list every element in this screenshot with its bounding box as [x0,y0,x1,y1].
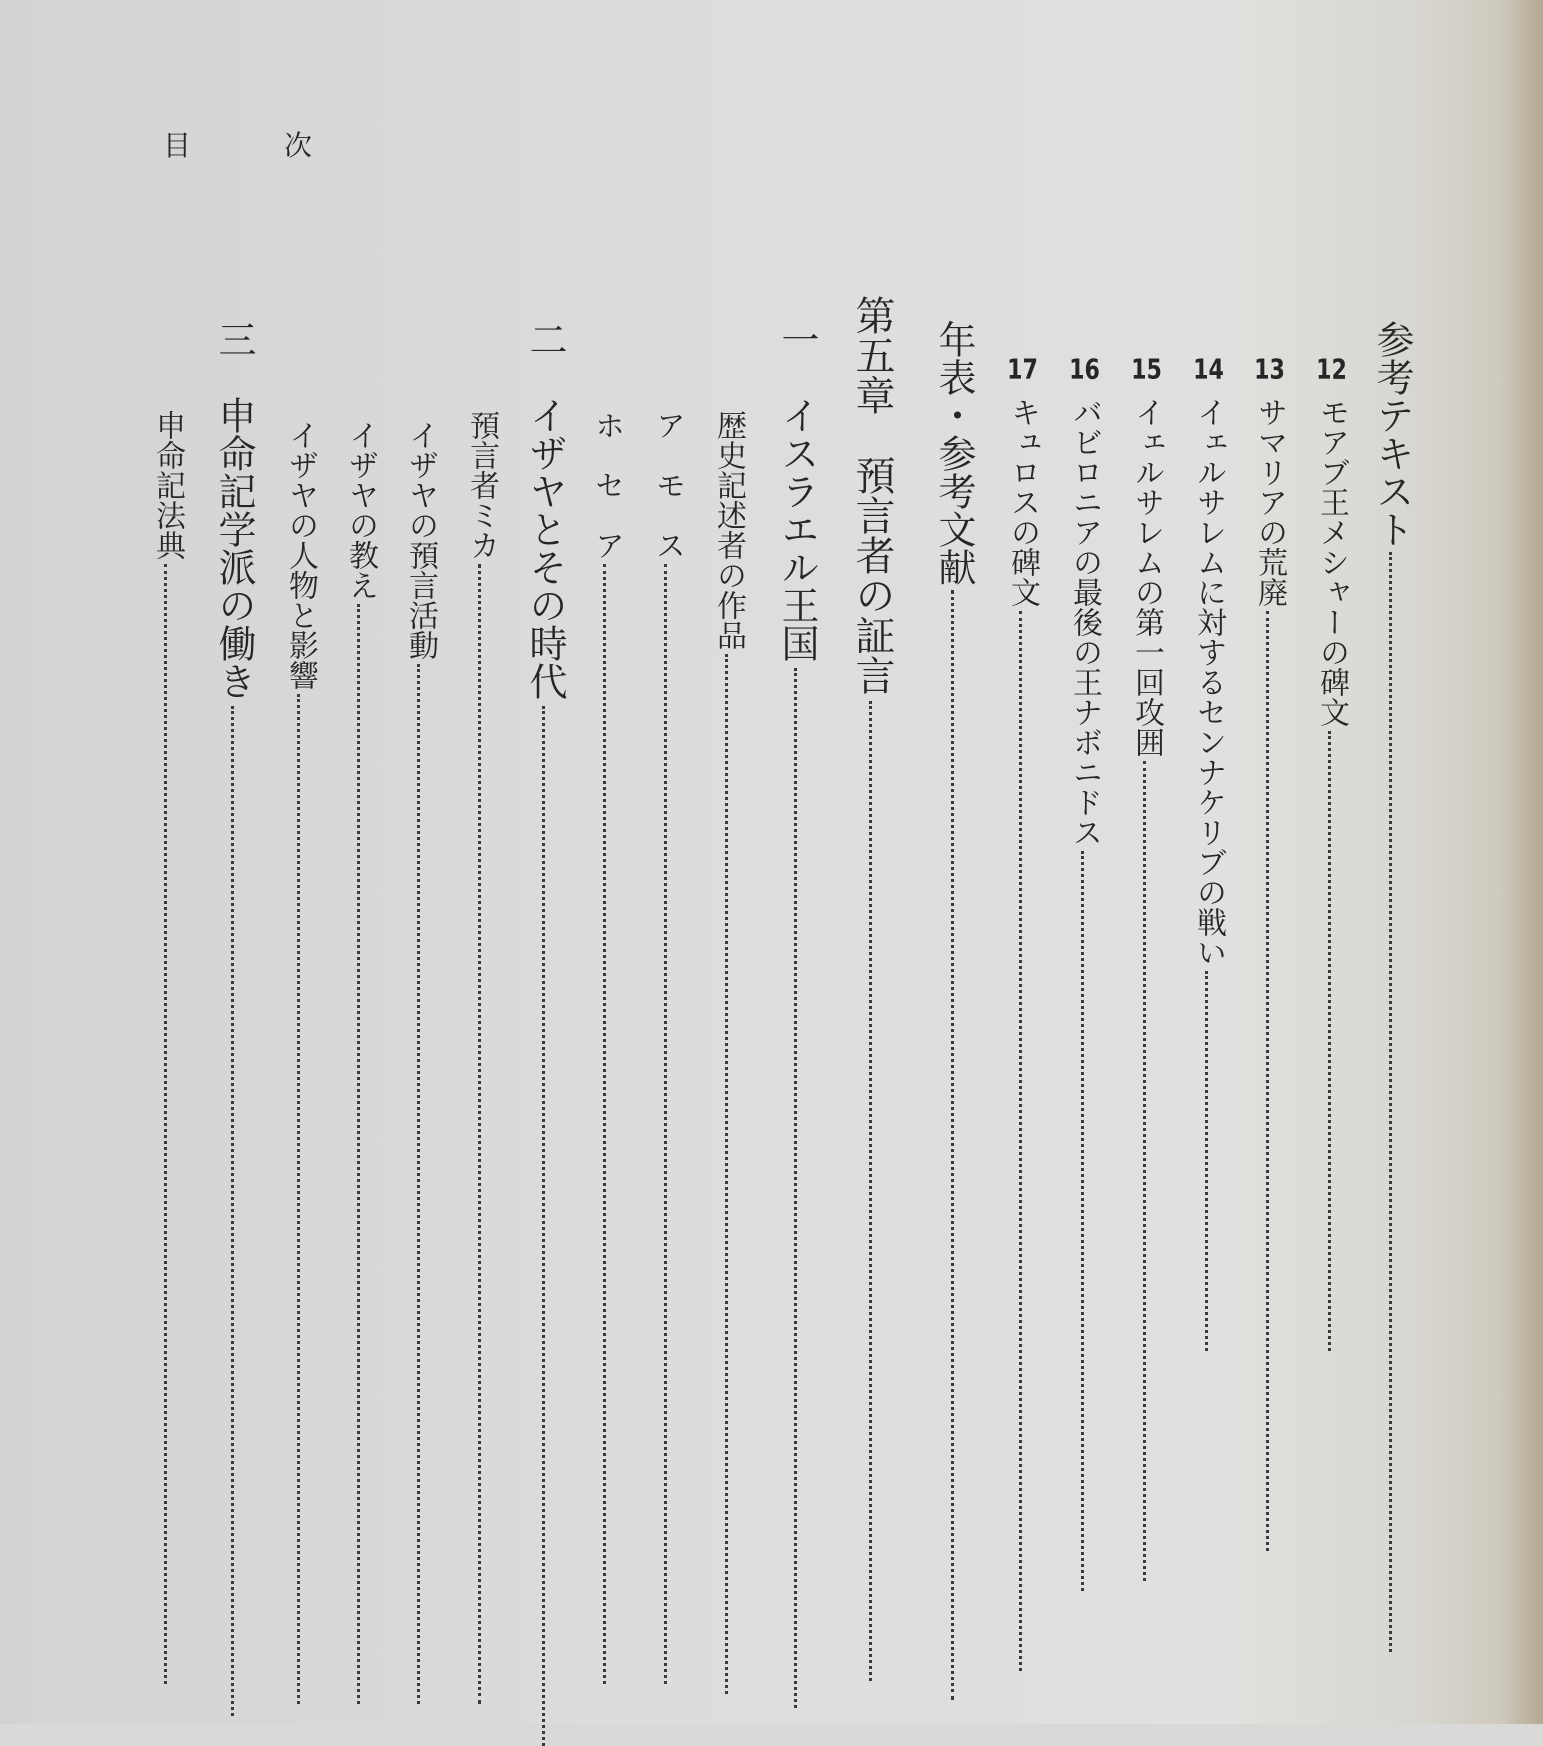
subsection-title: イザヤの教え [343,420,378,600]
entry-label: キュロスの碑文 [1005,397,1040,607]
subsection-title: 預言者ミカ [464,410,499,560]
entry-label: サマリアの荒廃 [1252,397,1287,607]
entry-label: モアブ王メシャーの碑文 [1314,397,1349,727]
entry-number: 12 [1316,355,1347,383]
toc-subsection-hosea [589,410,624,1724]
subsection-title: 申命記法典 [150,410,185,560]
leader-dots [1328,731,1335,1351]
toc-subsection-amos [650,410,685,1724]
toc-section-1 [775,320,819,1724]
toc-subsection-isaiah-person [283,420,318,1724]
subsection-title: 歴史記述者の作品 [711,410,746,650]
leader-dots [725,654,732,1694]
section-title: 一 イスラエル王国 [775,320,819,662]
page-gutter-shade [1501,0,1543,1724]
leader-dots [1019,611,1026,1671]
leader-dots [417,664,424,1704]
leader-dots [357,604,364,1704]
leader-dots [869,701,876,1681]
entry-label: バビロニアの最後の王ナボニドス [1067,397,1102,847]
leader-dots [1266,611,1273,1551]
subsection-title: イザヤの預言活動 [403,420,438,660]
entry-number: 14 [1193,355,1224,383]
subsection-title: ア モ ス [650,410,685,560]
leader-dots [951,590,958,1700]
toc-entry-14 [1191,355,1226,1724]
entry-number: 16 [1069,355,1100,383]
toc-entry-15 [1129,355,1164,1724]
toc-entry-17 [1005,355,1040,1724]
subsection-title: ホ セ ア [589,410,624,560]
toc-entry-16 [1067,355,1102,1724]
leader-dots [231,706,238,1716]
leader-dots [1389,552,1396,1652]
leader-dots [603,564,610,1684]
entry-label: 年表・参考文献 [932,320,976,586]
leader-dots [164,564,171,1684]
toc-entry-chronology-bibliography [932,320,976,1724]
toc-subsection-deuteronomic-code [150,410,185,1724]
entry-label: イェルサレムの第一回攻囲 [1129,397,1164,757]
leader-dots [542,706,549,1746]
toc-entry-13 [1252,355,1287,1724]
toc-subsection-isaiah-teaching [343,420,378,1724]
entry-number: 13 [1254,355,1285,383]
entry-label: 参考テキスト [1370,320,1414,548]
toc-subsection-isaiah-activity [403,420,438,1724]
leader-dots [664,564,671,1684]
toc-chapter-5 [849,295,895,1724]
section-title: 二 イザヤとその時代 [523,320,567,700]
entry-label: イェルサレムに対するセンナケリブの戦い [1191,397,1226,967]
toc-subsection-historians [711,410,746,1724]
leader-dots [1143,761,1150,1581]
toc-entry-12 [1314,355,1349,1724]
subsection-title: イザヤの人物と影響 [283,420,318,690]
entry-number: 15 [1131,355,1162,383]
toc-section-2 [523,320,567,1724]
toc-entry-reference-texts [1370,320,1414,1724]
header-ji: 次 [284,129,313,162]
leader-dots [1081,851,1088,1591]
toc-subsection-micah [464,410,499,1724]
section-title: 三 申命記学派の働き [212,320,256,700]
entry-number: 17 [1007,355,1038,383]
leader-dots [794,668,801,1708]
leader-dots [478,564,485,1704]
header-moku: 目 [163,129,192,162]
toc-section-3 [212,320,256,1724]
leader-dots [297,694,304,1704]
chapter-title: 第五章 預言者の証言 [849,295,895,695]
leader-dots [1205,971,1212,1351]
